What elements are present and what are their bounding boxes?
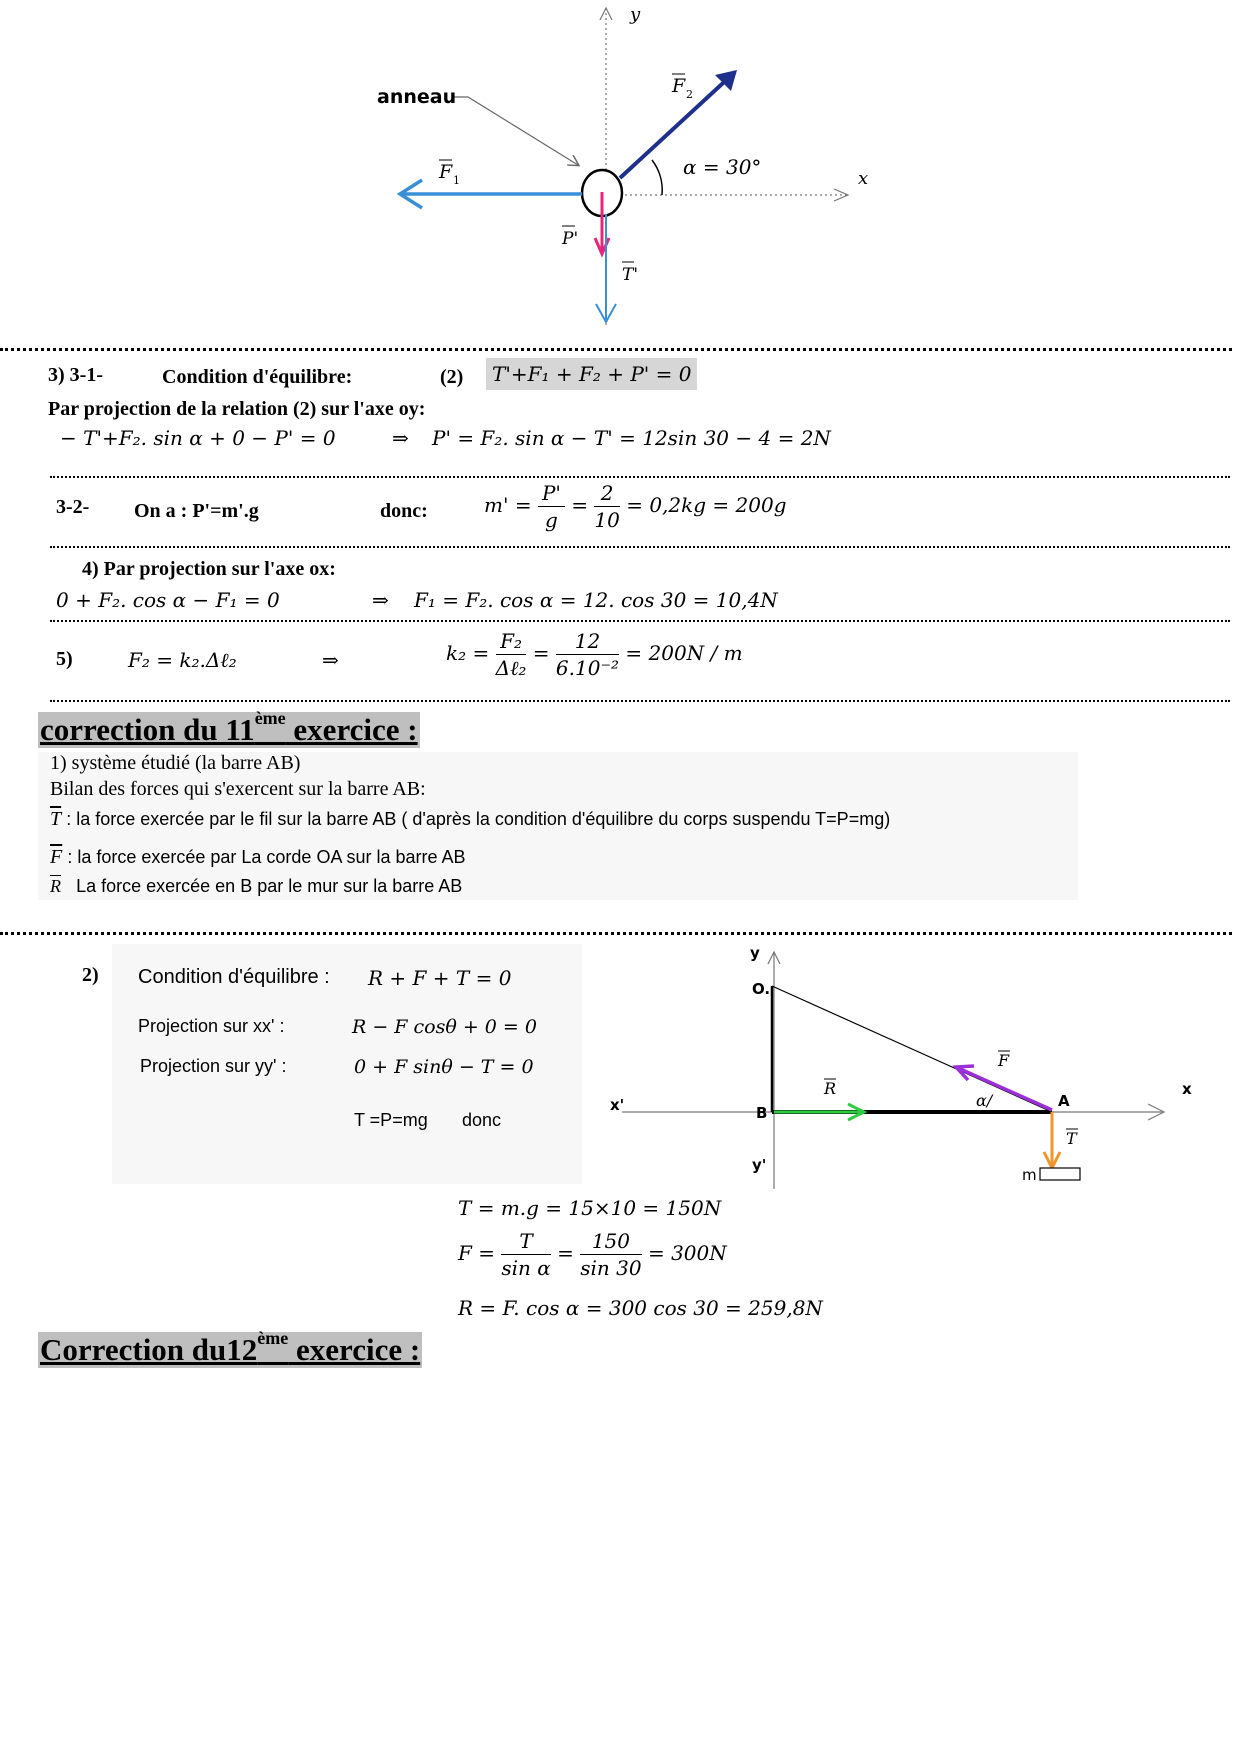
ring-label: anneau <box>377 86 457 108</box>
f-label: F <box>998 1051 1010 1070</box>
f2-label: F <box>672 75 686 97</box>
fraction-12-over-6e-2: $\frac{12}{\text{6.10⁻²}}$ <box>555 629 620 680</box>
r-label: R <box>824 1079 837 1098</box>
projection-oy-text: Par projection de la relation (2) sur l'axe oy: <box>48 398 426 420</box>
force-t-line: $\overline{T}$ : la force exercée par le fil sur la barre AB ( d'après la condition d'équilibre du corps suspendu T=P=mg) <box>50 808 891 830</box>
angle-label: α = 30° <box>683 155 762 179</box>
separator <box>0 348 1232 351</box>
t-label: T' <box>622 265 639 285</box>
separator <box>50 620 1230 622</box>
section-3-2-number: 3-2- <box>56 496 90 518</box>
force-f-calculation: F = $\frac{T}{\text{sin α}}$ = $\frac{150}{\sin 30}$ = 300N <box>458 1229 727 1280</box>
x-axis-label: x <box>858 168 869 189</box>
k-calculation: k₂ = $\frac{\text{F₂}}{\text{Δℓ₂}}$ = $\frac{12}{\text{6.10⁻²}}$ = 200N / m <box>446 629 743 680</box>
donc-label: donc: <box>380 500 428 522</box>
f1-result: F₁ = F₂. cos α = 12. cos 30 = 10,4N <box>414 588 778 612</box>
implies-arrow: ⇒ <box>392 426 409 450</box>
force-inventory-title: Bilan des forces qui s'exercent sur la barre AB: <box>50 778 426 800</box>
separator <box>0 932 1232 935</box>
projection-yy-equation: 0 + F sinθ − T = 0 <box>354 1056 534 1078</box>
mass-relation: On a : P'=m'.g <box>134 500 259 522</box>
t-equals-mg: T =P=mg <box>354 1110 428 1130</box>
o-label: O. <box>752 980 771 998</box>
f-arrow <box>958 1068 1052 1110</box>
y-label: y <box>750 944 760 962</box>
fraction-t-over-sin: $\frac{T}{\text{sin α}}$ <box>501 1229 551 1280</box>
separator <box>50 700 1230 702</box>
tension-result: T = m.g = 15×10 = 150N <box>458 1196 722 1220</box>
studied-system: 1) système étudié (la barre AB) <box>50 752 301 774</box>
angle-arc <box>652 160 662 195</box>
section-5-number: 5) <box>56 648 73 670</box>
projection-ox-equation: 0 + F₂. cos α − F₁ = 0 <box>56 588 280 612</box>
separator <box>50 476 1230 478</box>
exercise-12-heading: Correction du12ème exercice : <box>40 1328 421 1367</box>
m-label: m <box>1022 1166 1037 1184</box>
condition-label: Condition d'équilibre : <box>138 966 330 988</box>
condition-equation: R + F + T = 0 <box>368 966 512 990</box>
x-prime-label: x' <box>610 1096 625 1114</box>
fraction-f2-over-dl: $\frac{\text{F₂}}{\text{Δℓ₂}}$ <box>495 629 527 680</box>
separator <box>50 546 1230 548</box>
section-3-1-number: 3) 3-1- <box>48 364 103 386</box>
projection-yy-label: Projection sur yy' : <box>140 1056 287 1076</box>
donc-label: donc <box>462 1110 502 1130</box>
t-label: T <box>1066 1129 1077 1148</box>
equilibrium-title: Condition d'équilibre: <box>162 366 353 388</box>
bar-force-diagram <box>582 944 1232 1194</box>
fraction-2-over-10: $\frac{2}{10}$ <box>594 481 620 532</box>
m-lhs: m' = <box>484 493 532 517</box>
section-4-title: 4) Par projection sur l'axe ox: <box>82 558 336 580</box>
p-result: P' = F₂. sin α − T' = 12sin 30 − 4 = 2N <box>432 426 831 450</box>
mass-block <box>1040 1168 1080 1180</box>
a-label: A <box>1058 1092 1070 1110</box>
force-f-line: $\overline{F}$ : la force exercée par La corde OA sur la barre AB <box>50 846 466 868</box>
projection-xx-label: Projection sur xx' : <box>138 1016 285 1036</box>
x-label: x <box>1182 1080 1192 1098</box>
y-prime-label: y' <box>752 1156 767 1174</box>
k-result: = 200N / m <box>625 641 743 665</box>
implies-arrow: ⇒ <box>372 588 389 612</box>
k-lhs: k₂ = <box>446 641 490 665</box>
projection-xx-equation: R − F cosθ + 0 = 0 <box>352 1016 537 1038</box>
b-label: B <box>756 1104 768 1122</box>
fraction-p-over-g: $\frac{P'}{g}$ <box>538 480 565 533</box>
force-r-line: $\overline{R}$ La force exercée en B par le mur sur la barre AB <box>50 876 463 896</box>
fraction-150-over-sin30: $\frac{150}{\sin 30}$ <box>580 1229 642 1280</box>
svg-text:2: 2 <box>686 88 693 101</box>
alpha-label: α/ <box>976 1091 993 1110</box>
part-2-number: 2) <box>82 964 99 986</box>
reaction-result: R = F. cos α = 300 cos 30 = 259,8N <box>458 1296 823 1320</box>
ring-force-diagram <box>340 0 880 330</box>
implies-arrow: ⇒ <box>322 648 339 672</box>
mass-calculation: m' = $\frac{P'}{g}$ = $\frac{2}{10}$ = 0,2kg = 200g <box>484 481 787 532</box>
equilibrium-equation: T'+F₁ + F₂ + P' = 0 <box>486 358 697 390</box>
mass-result: = 0,2kg = 200g <box>626 493 787 517</box>
exercise-11-heading: correction du 11ème exercice : <box>40 708 418 747</box>
svg-text:1: 1 <box>453 174 460 187</box>
equation-number: (2) <box>440 366 464 388</box>
hooke-equation: F₂ = k₂.Δℓ₂ <box>128 648 237 672</box>
f1-label: F <box>439 161 453 183</box>
y-axis-label: y <box>630 4 641 25</box>
projection-oy-equation: − T'+F₂. sin α + 0 − P' = 0 <box>60 426 336 450</box>
p-label: P' <box>562 229 579 249</box>
